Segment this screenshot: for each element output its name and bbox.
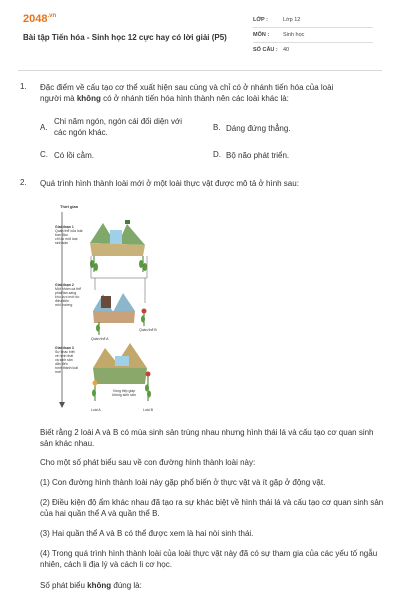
stage-2-line: khu vực mới do: [55, 295, 80, 299]
question-1-number: 1.: [20, 82, 27, 91]
stage-3-line: Sự khác biệt: [55, 350, 75, 354]
stage-3-caption: [55, 346, 83, 374]
stage-1-ground: [90, 243, 145, 256]
ask-post: đúng là:: [111, 581, 142, 590]
logo-number: 2048: [23, 13, 48, 25]
question-1-line-1: Đặc điểm về cấu tạo cơ thể xuất hiện sau cùng và chỉ có ở nhánh tiến hóa của loài: [40, 83, 334, 92]
ask-emphasis: không: [87, 581, 112, 590]
overlap-zone-label: [110, 389, 138, 397]
speciation-diagram: [55, 198, 170, 418]
species-b-label: Loài B: [143, 408, 153, 412]
species-a-label: Loài A: [91, 408, 101, 412]
stage-2-line: Một nhóm cá thể: [55, 287, 82, 291]
class-value: Lớp 12: [283, 17, 301, 23]
stage-2-terrain: [93, 293, 135, 312]
population-a-label: Quần thể A: [91, 337, 109, 341]
stage-2-plant-a: [96, 322, 100, 335]
question-2-context: Biết rằng 2 loài A và B có mùa sinh sản trùng nhau nhưng hình thái lá và cấu tạo cơ quan sinh sản khác nhau.: [40, 428, 374, 448]
stage-2-rock: [101, 296, 111, 308]
subject-label: MÔN :: [253, 32, 270, 38]
stage-2-plant-b: [141, 309, 147, 327]
option-a-line-2: các ngón khác.: [54, 128, 108, 137]
question-1-line-2: [40, 93, 385, 104]
stage-1-line: chỉ có một loại: [55, 237, 78, 241]
stage-1-line: Quần thể của loài ban đầu: [55, 229, 83, 237]
stage-2-line: môi trường: [55, 303, 73, 307]
count-label: SỐ CÂU :: [253, 47, 278, 53]
stage-1-caption: [55, 225, 83, 245]
site-logo[interactable]: [23, 13, 56, 25]
stage-3-title: Giai đoạn 3: [55, 346, 74, 350]
option-c-letter[interactable]: C.: [40, 150, 48, 159]
stage-3-line: hình thành loài mới: [55, 366, 78, 374]
population-b-label: Quần thể B: [139, 328, 157, 332]
statement-4: (4) Trong quá trình hình thành loài của loài thực vật này đã có sự tham gia của các yếu tố ngẫu nhiên, cách li địa lý và cách li cơ học.: [40, 549, 378, 569]
option-b-letter[interactable]: B.: [213, 123, 221, 132]
diagram-time-label: Thời gian: [60, 204, 79, 209]
overlap-line: Vùng tiếp giáp: [112, 389, 136, 393]
option-a-letter[interactable]: A.: [40, 123, 48, 132]
question-1-pre: người mà: [40, 94, 77, 103]
question-2-prompt: Cho một số phát biểu sau về con đường hình thành loài này:: [40, 458, 256, 467]
option-d-letter[interactable]: D.: [213, 150, 221, 159]
option-b-text[interactable]: Dáng đứng thẳng.: [226, 124, 291, 133]
option-a-text[interactable]: [54, 116, 214, 138]
stage-1-tree: [125, 220, 130, 224]
stage-3-line: dẫn đến: [55, 362, 68, 366]
question-2-number: 2.: [20, 178, 27, 187]
subject-row: [253, 32, 304, 38]
question-1-text: [40, 82, 385, 104]
logo-suffix: .vn: [47, 13, 57, 19]
overlap-line: không sinh sản: [112, 393, 136, 397]
meta-divider: [253, 42, 373, 43]
count-row: [253, 47, 289, 53]
option-a-line-1: Chi năm ngón, ngón cái đối diện với: [54, 117, 182, 126]
page-title: Bài tập Tiến hóa - Sinh học 12 cực hay có lời giải (P5): [23, 33, 227, 42]
stage-1-line: sinh sản: [55, 241, 69, 245]
question-1-post: có ở nhánh tiến hóa hình thành nên các loài khác là:: [100, 94, 289, 103]
ask-pre: Số phát biểu: [40, 581, 88, 590]
stage-2-line: điều kiện: [55, 299, 70, 303]
page-header: [0, 0, 400, 70]
stage-2-caption: [55, 283, 83, 307]
stage-3-line: và sinh sản: [55, 358, 73, 362]
stage-1-water: [110, 230, 122, 244]
option-c-text[interactable]: Có lồi cằm.: [54, 151, 95, 160]
header-divider: [18, 70, 382, 71]
stage-2-line: phát tán sang: [55, 291, 77, 295]
subject-value: Sinh học: [283, 32, 305, 38]
stage-3-ground: [93, 368, 147, 384]
question-1-emphasis: không: [76, 94, 101, 103]
timeline-arrowhead: [59, 402, 65, 408]
stage-3-water: [115, 356, 129, 366]
stage-1-title: Giai đoạn 1: [55, 225, 74, 229]
stage-3-line: về hình thái: [55, 354, 74, 358]
stage-1-bracket: [91, 256, 147, 278]
count-value: 40: [283, 47, 290, 53]
option-d-text[interactable]: Bộ não phát triển.: [226, 151, 290, 160]
class-label: LỚP :: [253, 17, 268, 23]
class-row: [253, 17, 300, 23]
question-2-ask: [40, 580, 385, 591]
statement-3: (3) Hai quần thể A và B có thể được xem là hai nòi sinh thái.: [40, 529, 254, 538]
stage-3-plant-a: [92, 381, 98, 402]
meta-divider: [253, 27, 373, 28]
stage-2-title: Giai đoạn 2: [55, 283, 74, 287]
stage-1-plant-right: [139, 256, 147, 272]
question-2-text: Quá trình hình thành loài mới ở một loài thực vật được mô tả ở hình sau:: [40, 179, 299, 188]
statement-2: (2) Điều kiện độ ẩm khác nhau đã tạo ra sự khác biệt về hình thái lá và cấu tạo cơ quan sinh sản của hai quần thể A và quần thể B.: [40, 498, 384, 518]
statement-1: (1) Con đường hình thành loài này gặp phổ biến ở thực vật và ít gặp ở động vật.: [40, 478, 326, 487]
stage-2-ground: [93, 311, 135, 323]
